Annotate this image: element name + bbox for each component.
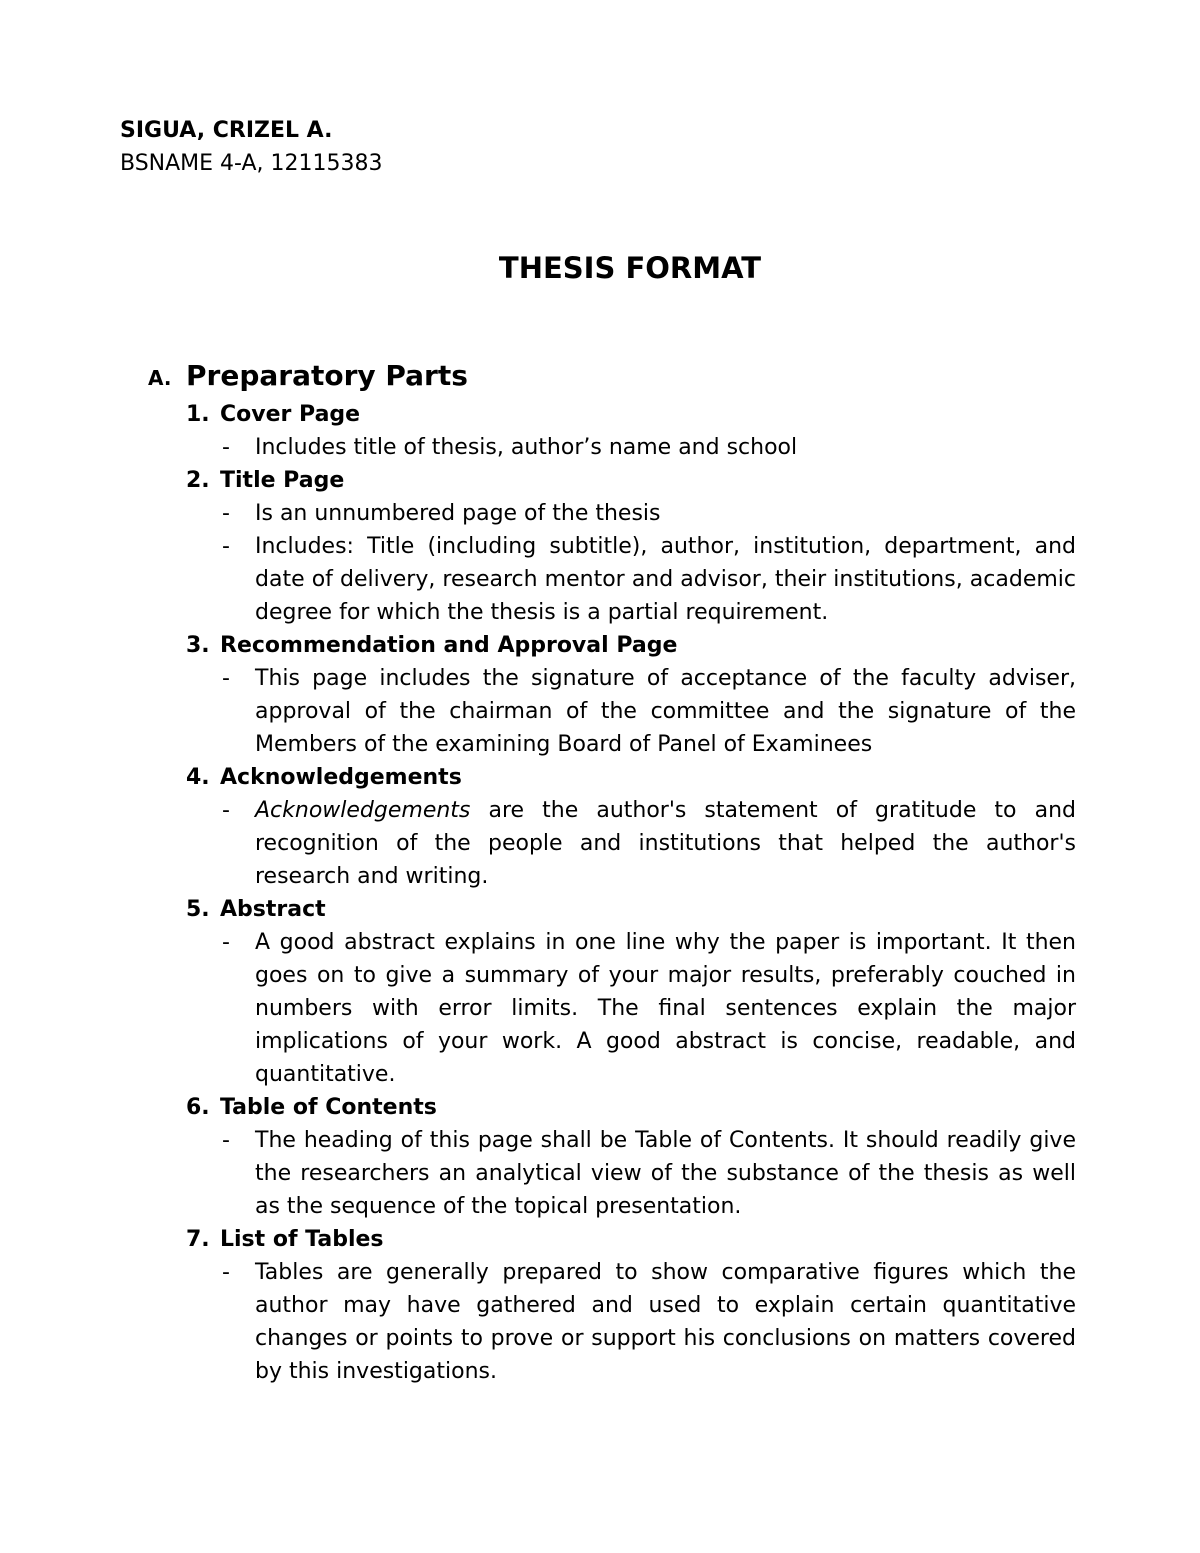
list-item xyxy=(186,761,1076,893)
bullet-text: The heading of this page shall be Table of Contents. It should readily give the researchers an analytical view of the substance of the thesis as well as the sequence of the topical presentation. xyxy=(255,1128,1076,1219)
bullet-item xyxy=(186,1124,1076,1223)
item-number: 6. xyxy=(186,1095,210,1120)
item-heading xyxy=(186,464,1076,497)
bullet-text: Includes: Title (including subtitle), author, institution, department, and date of delivery, research mentor and advisor, their institutions, academic degree for which the thesis is a partial requirement. xyxy=(255,534,1076,625)
item-title: Recommendation and Approval Page xyxy=(220,633,678,658)
item-heading xyxy=(186,893,1076,926)
dash-marker: - xyxy=(222,534,230,559)
author-name: SIGUA, CRIZEL A. xyxy=(120,118,333,143)
item-title: Title Page xyxy=(220,468,345,493)
dash-marker: - xyxy=(222,798,230,823)
item-title: Table of Contents xyxy=(220,1095,437,1120)
section-title: Preparatory Parts xyxy=(186,359,468,392)
item-heading xyxy=(186,629,1076,662)
bullet-text: Includes title of thesis, author’s name and school xyxy=(255,435,798,460)
bullet-list xyxy=(186,497,1076,629)
bullet-item xyxy=(186,431,1076,464)
bullet-text: This page includes the signature of acceptance of the faculty adviser, approval of the chairman of the committee and the signature of the Members of the examining Board of Panel of Examinees xyxy=(255,666,1076,757)
item-number: 4. xyxy=(186,765,210,790)
dash-marker: - xyxy=(222,1260,230,1285)
list-item xyxy=(186,629,1076,761)
bullet-item xyxy=(186,794,1076,893)
bullet-item xyxy=(186,662,1076,761)
item-title: Cover Page xyxy=(220,402,361,427)
item-number: 1. xyxy=(186,402,210,427)
item-number: 3. xyxy=(186,633,210,658)
item-number: 2. xyxy=(186,468,210,493)
item-heading xyxy=(186,1091,1076,1124)
bullet-text: Tables are generally prepared to show comparative figures which the author may have gathered and used to explain certain quantitative changes or points to prove or support his conclusions on matters covered by this investigations. xyxy=(255,1260,1076,1384)
item-number: 5. xyxy=(186,897,210,922)
bullet-item xyxy=(186,1256,1076,1388)
item-title: List of Tables xyxy=(220,1227,384,1252)
list-item xyxy=(186,398,1076,464)
item-number: 7. xyxy=(186,1227,210,1252)
list-item xyxy=(186,464,1076,629)
list-item xyxy=(186,893,1076,1091)
dash-marker: - xyxy=(222,930,230,955)
author-course-id: BSNAME 4-A, 12115383 xyxy=(120,151,383,176)
section-letter: A. xyxy=(148,366,172,390)
bullet-text: Is an unnumbered page of the thesis xyxy=(255,501,661,526)
list-item xyxy=(186,1223,1076,1388)
dash-marker: - xyxy=(222,435,230,460)
bullet-list xyxy=(186,431,1076,464)
bullet-list xyxy=(186,662,1076,761)
list-item xyxy=(186,1091,1076,1223)
dash-marker: - xyxy=(222,1128,230,1153)
section-heading xyxy=(148,356,468,400)
bullet-text: A good abstract explains in one line why the paper is important. It then goes on to give a summary of your major results, preferably couched in numbers with error limits. The final sentences explain the major implications of your work. A good abstract is concise, readable, and quantitative. xyxy=(255,930,1076,1087)
bullet-text: are the author's statement of gratitude to and recognition of the people and institutions that helped the author's research and writing. xyxy=(255,798,1076,889)
bullet-list xyxy=(186,926,1076,1091)
bullet-list xyxy=(186,794,1076,893)
document-title: THESIS FORMAT xyxy=(498,251,762,285)
item-title: Acknowledgements xyxy=(220,765,462,790)
item-heading xyxy=(186,761,1076,794)
item-heading xyxy=(186,398,1076,431)
italic-term: Acknowledgements xyxy=(255,798,471,823)
item-heading xyxy=(186,1223,1076,1256)
item-list xyxy=(186,398,1076,1388)
dash-marker: - xyxy=(222,501,230,526)
bullet-item xyxy=(186,926,1076,1091)
bullet-list xyxy=(186,1124,1076,1223)
item-title: Abstract xyxy=(220,897,326,922)
bullet-list xyxy=(186,1256,1076,1388)
bullet-item xyxy=(186,497,1076,530)
bullet-item xyxy=(186,530,1076,629)
dash-marker: - xyxy=(222,666,230,691)
